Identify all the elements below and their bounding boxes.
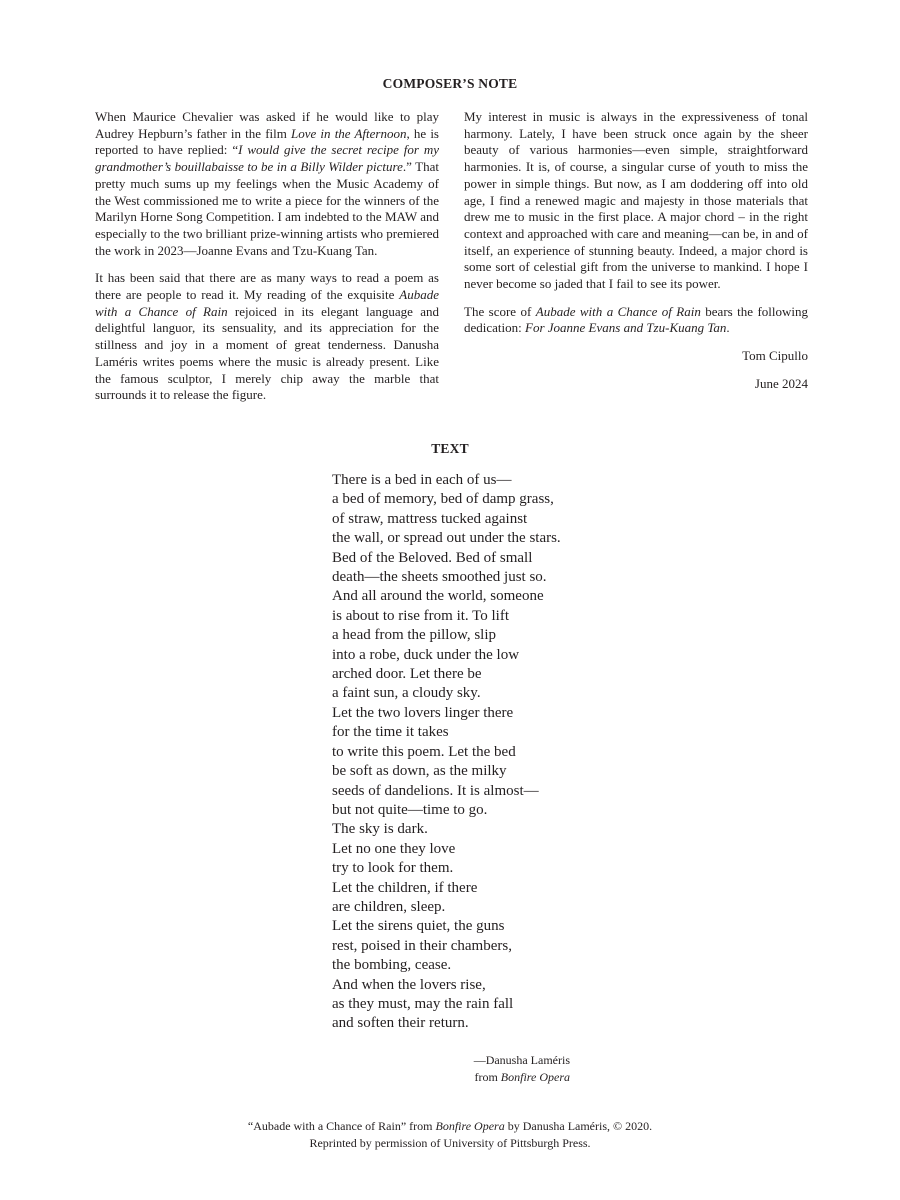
poem-line: And all around the world, someone [332, 588, 544, 605]
poem-line: into a robe, duck under the low [332, 646, 520, 663]
poem-attribution [430, 1052, 570, 1086]
note-paragraph-2: It has been said that there are as many ways to read a poem as there are people to read it. My reading of the exquisite Aubade with a Chance of Rain rejoiced in its elegant language and delightful languor, its sensuality, and its appreciation for the stillness and joy in a moment of great tenderness. Danusha Laméris writes poems where the music is already present. Like the famous sculptor, I merely chip away the marble that surrounds it to release the figure. [95, 270, 440, 403]
poem-line: There is a bed in each of us— [332, 472, 512, 488]
poem-line: and soften their return. [332, 1015, 469, 1032]
poem-line: And when the lovers rise, [332, 976, 486, 993]
poem-line: arched door. Let there be [332, 666, 482, 683]
footer-line-2: Reprinted by permission of University of Pittsburgh Press. [309, 1136, 591, 1150]
film-title: Love in the Afternoon [291, 125, 407, 141]
poem-line: a bed of memory, bed of damp grass, [332, 491, 554, 508]
poem-line: The sky is dark. [332, 821, 428, 838]
poem-line: to write this poem. Let the bed [332, 743, 516, 760]
poem-line: try to look for them. [332, 860, 454, 877]
poem-line: Let the children, if there [332, 879, 478, 896]
poem-line: be soft as down, as the milky [332, 763, 507, 780]
source-book-title: Bonfire Opera [500, 1070, 570, 1084]
composers-note-heading: COMPOSER’S NOTE [382, 76, 518, 91]
note-paragraph-4: The score of Aubade with a Chance of Rain bears the following dedication: For Joanne Evans and Tzu-Kuang Tan. [464, 303, 808, 336]
poem-title-ref: Aubade with a Chance of Rain [95, 287, 439, 319]
signature-date: June 2024 [754, 375, 808, 391]
poem-source: from Bonfire Opera [474, 1070, 570, 1084]
poem-line: for the time it takes [332, 724, 449, 741]
poem-line: as they must, may the rain fall [332, 995, 514, 1012]
poem-line: Let the sirens quiet, the guns [332, 918, 505, 935]
chevalier-quote: I would give the secret recipe for my grandmother’s bouillabaisse to be in a Billy Wilder picture [95, 142, 440, 175]
poem-line: Bed of the Beloved. Bed of small [332, 549, 533, 566]
poem-line: seeds of dandelions. It is almost— [332, 782, 539, 799]
poem-line: a head from the pillow, slip [332, 627, 496, 644]
poem-line: the bombing, cease. [332, 957, 452, 974]
poem-author: —Danusha Laméris [473, 1053, 570, 1067]
poem-line: the wall, or spread out under the stars. [332, 530, 561, 547]
poem-line: Let the two lovers linger there [332, 704, 514, 721]
poem-line: a faint sun, a cloudy sky. [332, 685, 481, 702]
permissions-footer [0, 1118, 900, 1152]
poem-line: is about to rise from it. To lift [332, 607, 509, 624]
poem-line: death—the sheets smoothed just so. [332, 569, 547, 586]
composers-note-right-column [464, 109, 808, 404]
note-paragraph-1: When Maurice Chevalier was asked if he would like to play Audrey Hepburn’s father in the film Love in the Afternoon, he is reported to have replied: “I would give the secret recipe for my grandmother’s bouillabaisse to be in a Billy Wilder picture.” That pretty much sums up my feelings when the Music Academy of the West commissioned me to write a piece for the winners of the Marilyn Horne Song Competition. I am indebted to the MAW and especially to the two brilliant prize-winning artists who premiered the work in 2023—Joanne Evans and Tzu-Kuang Tan. [95, 109, 440, 258]
footer-book-title: Bonfire Opera [435, 1119, 505, 1133]
poem-line: are children, sleep. [332, 898, 446, 915]
poem-line: rest, poised in their chambers, [332, 937, 512, 954]
poem-line: of straw, mattress tucked against [332, 510, 528, 527]
composers-note-left-column [95, 109, 439, 415]
footer-line-1: “Aubade with a Chance of Rain” from Bonfire Opera by Danusha Laméris, © 2020. [247, 1119, 653, 1133]
poem-body [332, 471, 561, 1034]
poem-line: but not quite—time to go. [332, 801, 488, 818]
text-heading: TEXT [431, 441, 469, 456]
poem-line: Let no one they love [332, 840, 456, 857]
note-paragraph-3: My interest in music is always in the expressiveness of tonal harmony. Lately, I have been struck once again by the sheer beauty of various harmonies—even simple, straightforward harmonies. It is, of course, a singular curse of youth to miss the power in simple things. But now, as I am doddering off into old age, I find a renewed magic and majesty in those materials that drew me to music in the first place. A major chord – in the right context and approached with care and meaning—can be, in and of itself, an experience of stunning beauty. Indeed, a major chord is some sort of celestial gift from the universe to mankind. I hope I never become so jaded that I fail to see its power. [464, 109, 808, 292]
dedication-text: For Joanne Evans and Tzu-Kuang Tan [525, 320, 727, 336]
signature-name: Tom Cipullo [742, 348, 808, 364]
score-title-ref: Aubade with a Chance of Rain [535, 303, 701, 319]
